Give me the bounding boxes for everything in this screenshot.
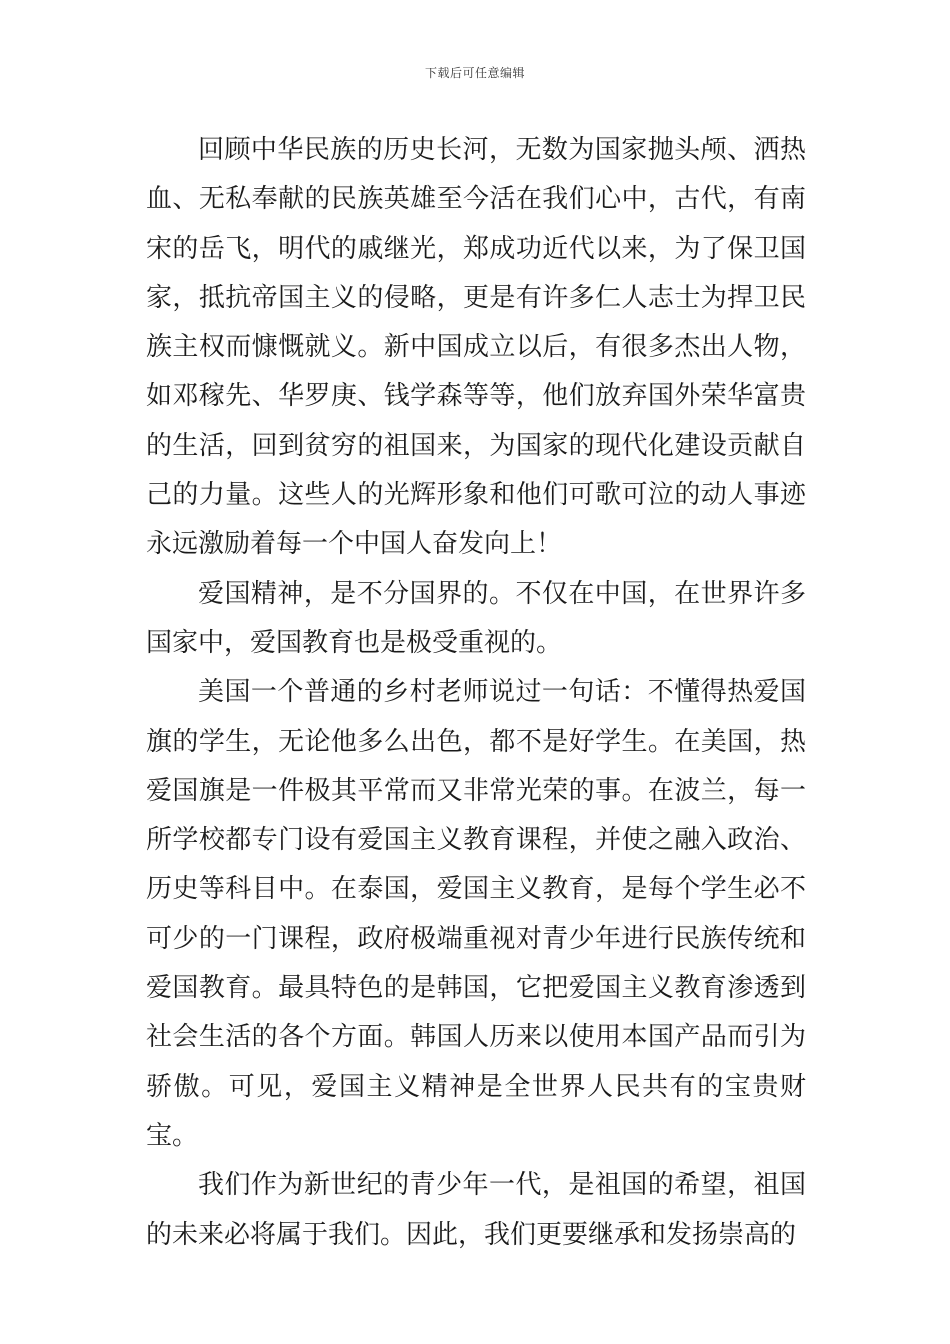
paragraph-heroes: 回顾中华民族的历史长河，无数为国家抛头颅、洒热血、无私奉献的民族英雄至今活在我们心中，古代，有南宋的岳飞，明代的戚继光，郑成功近代以来，为了保卫国家，抵抗帝国主义的侵略，更是有许多仁人志士为捍卫民族主权而慷慨就义。新中国成立以后，有很多杰出人物，如邓稼先、华罗庚、钱学森等等，他们放弃国外荣华富贵的生活，回到贫穷的祖国来，为国家的现代化建设贡献自己的力量。这些人的光辉形象和他们可歌可泣的动人事迹永远激励着每一个中国人奋发向上！ xyxy=(146,135,806,560)
paragraph-world-examples: 美国一个普通的乡村老师说过一句话：不懂得热爱国旗的学生，无论他多么出色，都不是好学生。在美国，热爱国旗是一件极其平常而又非常光荣的事。在波兰，每一所学校都专门设有爱国主义教育课程，并使之融入政治、历史等科目中。在泰国，爱国主义教育，是每个学生必不可少的一门课程，政府极端重视对青少年进行民族传统和爱国教育。最具特色的是韩国，它把爱国主义教育渗透到社会生活的各个方面。韩国人历来以使用本国产品而引为骄傲。可见，爱国主义精神是全世界人民共有的宝贵财宝。 xyxy=(146,677,806,1151)
paragraph-patriotism-no-borders: 爱国精神，是不分国界的。不仅在中国，在世界许多国家中，爱国教育也是极受重视的。 xyxy=(146,578,806,658)
document-body xyxy=(146,126,806,1260)
page-header-note: 下载后可任意编辑 xyxy=(424,66,525,80)
paragraph-youth-generation: 我们作为新世纪的青少年一代，是祖国的希望，祖国的未来必将属于我们。因此，我们更要继承和发扬崇高的 xyxy=(146,1170,806,1250)
